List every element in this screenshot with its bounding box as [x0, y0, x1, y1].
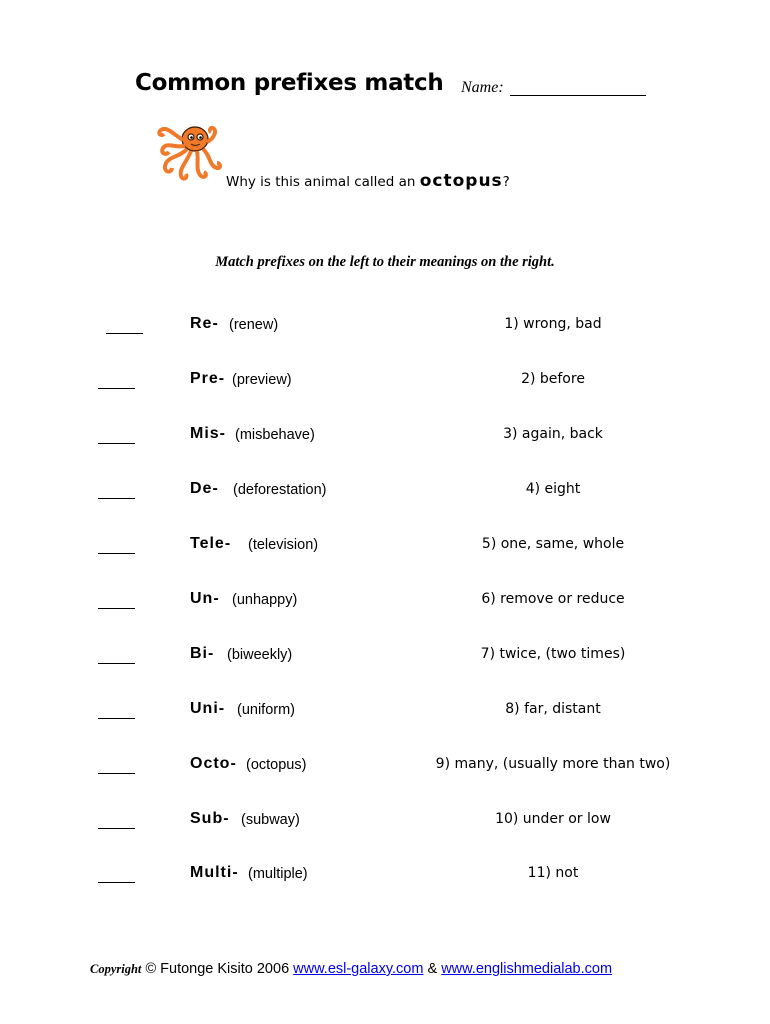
meaning-label: 7) twice, (two times) [480, 646, 626, 662]
prefix-example: (uniform) [237, 702, 296, 718]
match-row [0, 645, 770, 671]
match-row [0, 755, 770, 781]
answer-blank[interactable] [98, 773, 135, 774]
page-title: Common prefixes match [135, 70, 444, 96]
meaning-label: 9) many, (usually more than two) [435, 756, 671, 772]
answer-blank[interactable] [98, 718, 135, 719]
prefix-example: (renew) [229, 317, 279, 333]
prefix-example: (subway) [241, 812, 300, 828]
meaning-label: 4) eight [525, 481, 581, 497]
name-label: Name: [461, 79, 504, 96]
match-row [0, 480, 770, 506]
meaning-label: 10) under or low [495, 811, 611, 827]
instructions: Match prefixes on the left to their meanings on the right. [215, 254, 555, 270]
name-blank-line[interactable] [510, 95, 646, 96]
match-row [0, 864, 770, 890]
answer-blank[interactable] [106, 333, 143, 334]
answer-blank[interactable] [98, 663, 135, 664]
footer [90, 961, 612, 977]
match-row [0, 590, 770, 616]
copyright-author: © Futonge Kisito 2006 [145, 961, 290, 977]
match-row [0, 315, 770, 341]
meaning-label: 5) one, same, whole [481, 536, 625, 552]
prefix-label: Re- [190, 315, 219, 332]
prefix-label: Un- [190, 590, 220, 607]
prefix-example: (biweekly) [227, 647, 293, 663]
prefix-example: (unhappy) [232, 592, 298, 608]
answer-blank[interactable] [98, 388, 135, 389]
englishmedialab-link[interactable]: www.englishmedialab.com [441, 961, 613, 977]
match-row [0, 370, 770, 396]
prefix-label: Sub- [190, 810, 230, 827]
prefix-label: Mis- [190, 425, 226, 442]
octopus-icon [157, 122, 223, 184]
match-row [0, 700, 770, 726]
prefix-label: Uni- [190, 700, 226, 717]
meaning-label: 8) far, distant [505, 701, 601, 717]
answer-blank[interactable] [98, 608, 135, 609]
match-row [0, 425, 770, 451]
question-mark: ? [502, 174, 510, 190]
meaning-label: 3) again, back [503, 426, 603, 442]
meaning-label: 2) before [521, 371, 585, 387]
prefix-label: Tele- [190, 535, 232, 552]
match-row [0, 535, 770, 561]
answer-blank[interactable] [98, 553, 135, 554]
meaning-label: 1) wrong, bad [504, 316, 602, 332]
prefix-example: (multiple) [248, 866, 308, 882]
prefix-label: Pre- [190, 370, 226, 387]
prefix-example: (misbehave) [235, 427, 315, 443]
footer-ampersand: & [427, 961, 438, 977]
prefix-example: (preview) [232, 372, 292, 388]
prefix-example: (deforestation) [233, 482, 327, 498]
prefix-label: Bi- [190, 645, 215, 662]
match-row [0, 810, 770, 836]
prefix-example: (octopus) [246, 757, 307, 773]
octopus-question [226, 171, 510, 191]
question-text: Why is this animal called an [226, 174, 420, 190]
meaning-label: 6) remove or reduce [481, 591, 625, 607]
answer-blank[interactable] [98, 443, 135, 444]
prefix-label: Octo- [190, 755, 237, 772]
esl-galaxy-link[interactable]: www.esl-galaxy.com [293, 961, 424, 977]
copyright-label: Copyright [90, 962, 142, 976]
answer-blank[interactable] [98, 498, 135, 499]
prefix-example: (television) [248, 537, 319, 553]
answer-blank[interactable] [98, 882, 135, 883]
prefix-label: De- [190, 480, 219, 497]
answer-blank[interactable] [98, 828, 135, 829]
prefix-label: Multi- [190, 864, 239, 881]
octopus-word: octopus [419, 171, 503, 191]
meaning-label: 11) not [527, 865, 579, 881]
